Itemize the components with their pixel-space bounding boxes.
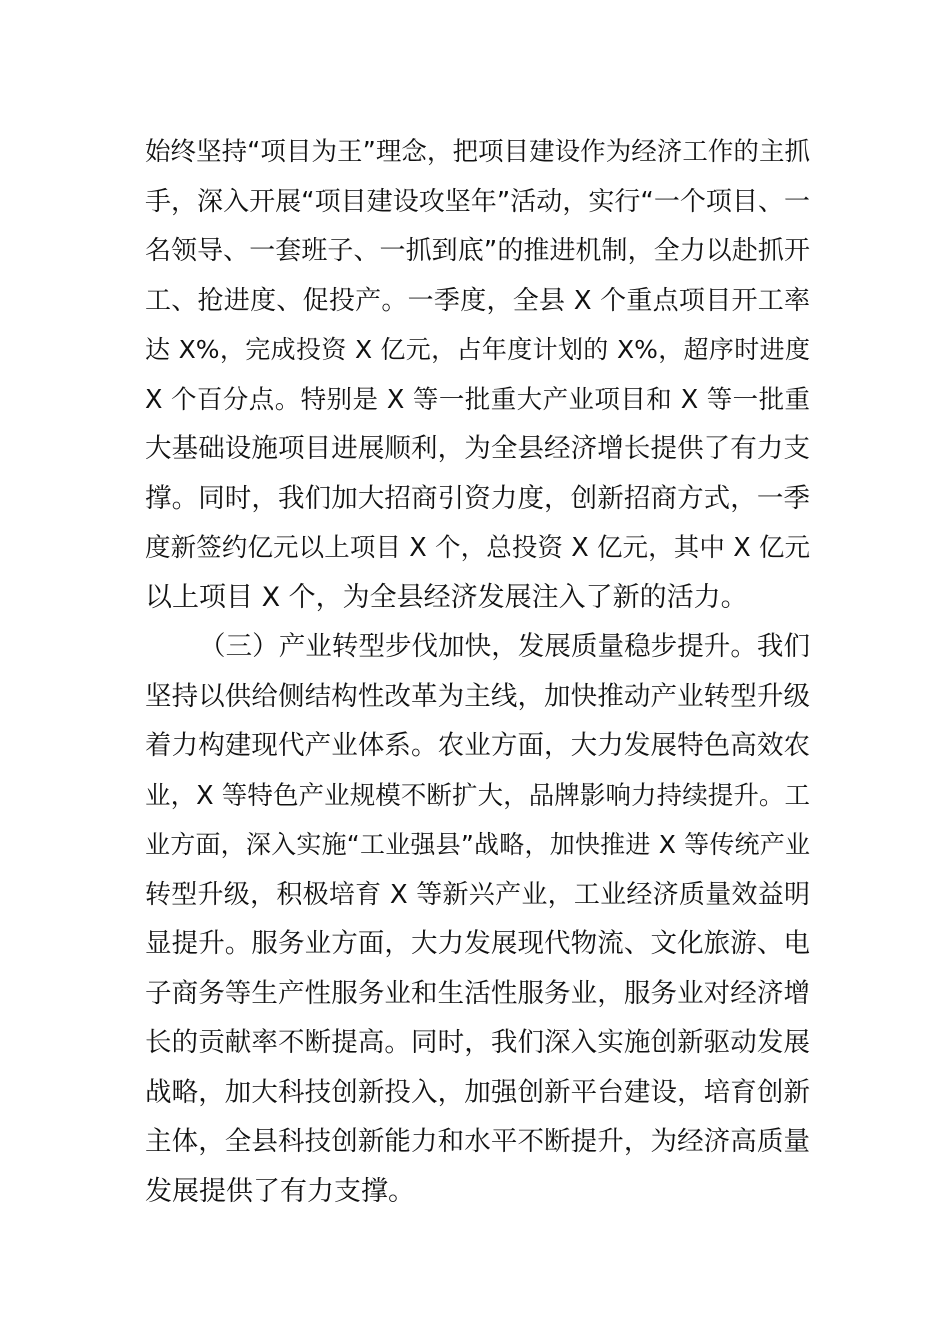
paragraph-2-line-5: 业方面，深入实施“工业强县”战略，加快推进 X 等传统产业 (145, 830, 810, 859)
paragraph-2-line-4: 业，X 等特色产业规模不断扩大，品牌影响力持续提升。工 (145, 781, 810, 811)
paragraph-2-line-3: 着力构建现代产业体系。农业方面，大力发展特色高效农 (145, 730, 810, 761)
paragraph-1-line-8: 撑。同时，我们加大招商引资力度，创新招商方式，一季 (145, 483, 810, 514)
paragraph-2-line-1: （三）产业转型步伐加快，发展质量稳步提升。我们 (199, 631, 810, 662)
paragraph-2-line-12: 发展提供了有力支撑。 (145, 1176, 415, 1207)
paragraph-2-line-6: 转型升级，积极培育 X 等新兴产业，工业经济质量效益明 (145, 880, 810, 910)
paragraph-1-line-10: 以上项目 X 个，为全县经济发展注入了新的活力。 (145, 582, 748, 613)
paragraph-2-line-8: 子商务等生产性服务业和生活性服务业，服务业对经济增 (145, 978, 810, 1009)
paragraph-1-line-7: 大基础设施项目进展顺利，为全县经济增长提供了有力支 (145, 433, 810, 464)
paragraph-1-line-2: 手，深入开展“项目建设攻坚年”活动，实行“一个项目、一 (145, 187, 810, 217)
paragraph-1-line-1: 始终坚持“项目为王”理念，把项目建设作为经济工作的主抓 (145, 137, 810, 167)
paragraph-1-line-3: 名领导、一套班子、一抓到底”的推进机制，全力以赴抓开 (145, 236, 810, 266)
paragraph-1-line-6: X 个百分点。特别是 X 等一批重大产业项目和 X 等一批重 (145, 385, 810, 415)
paragraph-1-line-4: 工、抢进度、促投产。一季度，全县 X 个重点项目开工率 (145, 286, 810, 316)
paragraph-1-line-9: 度新签约亿元以上项目 X 个，总投资 X 亿元，其中 X 亿元 (145, 533, 810, 563)
paragraph-2-line-7: 显提升。服务业方面，大力发展现代物流、文化旅游、电 (145, 928, 810, 959)
paragraph-2-line-2: 坚持以供给侧结构性改革为主线，加快推动产业转型升级 (145, 681, 810, 712)
paragraph-1-line-5: 达 X%，完成投资 X 亿元，占年度计划的 X%，超序时进度 (145, 335, 810, 364)
paragraph-2-line-9: 长的贡献率不断提高。同时，我们深入实施创新驱动发展 (145, 1027, 810, 1058)
paragraph-2-line-11: 主体，全县科技创新能力和水平不断提升，为经济高质量 (145, 1126, 810, 1157)
paragraph-2-line-10: 战略，加大科技创新投入，加强创新平台建设，培育创新 (145, 1077, 810, 1108)
